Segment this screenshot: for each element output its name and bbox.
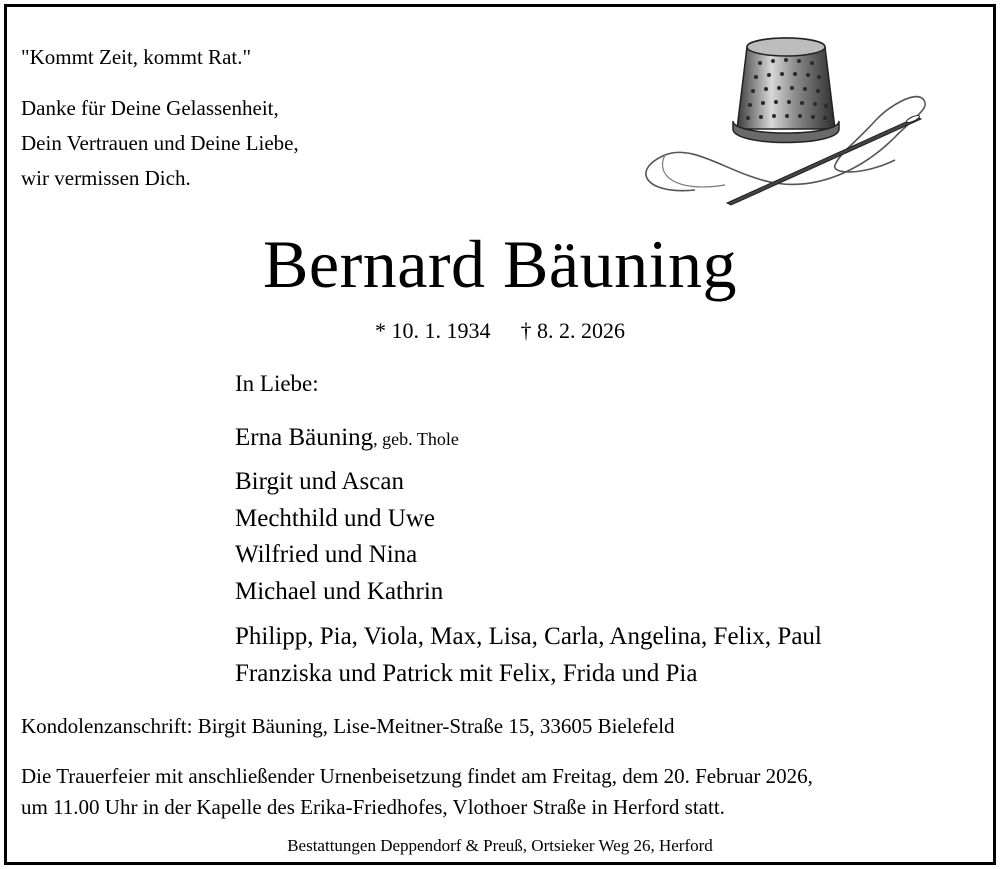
service-info <box>21 761 813 823</box>
list-item: Michael und Kathrin <box>235 577 444 605</box>
obituary-notice <box>4 4 996 865</box>
undertaker-info: Bestattungen Deppendorf & Preuß, Ortsieker Weg 26, Herford <box>287 836 713 855</box>
children-list <box>235 464 443 610</box>
widow-line <box>235 424 459 452</box>
life-dates <box>7 318 993 344</box>
list-item: Franziska und Patrick mit Felix, Frida und Pia <box>235 659 698 687</box>
widow-maiden-name: , geb. Thole <box>373 429 459 449</box>
list-item: Wilfried und Nina <box>235 541 418 568</box>
thanks-line: wir vermissen Dich. <box>21 166 191 190</box>
thanks-line: Danke für Deine Gelassenheit, <box>21 96 279 120</box>
deceased-name: Bernard Bäuning <box>263 226 737 302</box>
thanks-line: Dein Vertrauen und Deine Liebe, <box>21 131 299 155</box>
list-item: Philipp, Pia, Viola, Max, Lisa, Carla, Angelina, Felix, Paul <box>235 623 822 650</box>
death-date: † 8. 2. 2026 <box>520 318 625 343</box>
in-love-label: In Liebe: <box>235 371 319 396</box>
motto-quote: "Kommt Zeit, kommt Rat." <box>21 45 252 69</box>
list-item: Mechthild und Uwe <box>235 504 435 532</box>
birth-date: * 10. 1. 1934 <box>375 318 491 343</box>
thimble-needle-thread-icon <box>635 25 935 215</box>
service-line: Die Trauerfeier mit anschließender Urnenbeisetzung findet am Freitag, dem 20. Februar 2026, <box>21 764 813 788</box>
thanks-text <box>21 91 299 196</box>
condolence-address: Kondolenzanschrift: Birgit Bäuning, Lise-Meitner-Straße 15, 33605 Bielefeld <box>21 714 675 738</box>
widow-name: Erna Bäuning <box>235 424 374 451</box>
service-line: um 11.00 Uhr in der Kapelle des Erika-Friedhofes, Vlothoer Straße in Herford statt. <box>21 795 725 819</box>
grandchildren-list <box>235 619 822 692</box>
list-item: Birgit und Ascan <box>235 468 404 495</box>
